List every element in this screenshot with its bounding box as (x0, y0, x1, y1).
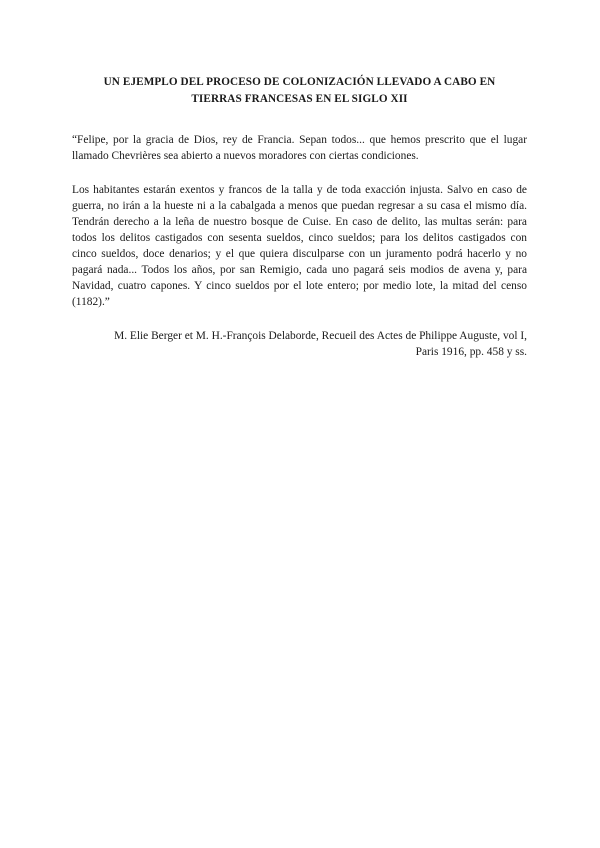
source-citation (72, 328, 527, 360)
source-line-2: Paris 1916, pp. 458 y ss. (415, 346, 527, 358)
title-line-1: UN EJEMPLO DEL PROCESO DE COLONIZACIÓN LLEVADO A CABO EN (103, 76, 496, 88)
paragraph-intro: “Felipe, por la gracia de Dios, rey de Francia. Sepan todos... que hemos prescrito que el lugar llamado Chevrières sea abierto a nuevos moradores con ciertas condiciones. (72, 134, 527, 162)
paragraph-body: Los habitantes estarán exentos y francos de la talla y de toda exacción injusta. Salvo en caso de guerra, no irán a la hueste ni a la cabalgada a menos que puedan regresar a su casa el mismo día. Tendrán derecho a la leña de nuestro bosque de Cuise. En caso de delito, las multas serán: para todos los delitos castigados con sesenta sueldos, cinco sueldos; para los delitos castigados con cinco sueldos, doce denarios; y el que quiera disculparse con un juramento podrá hacerlo y no pagará nada... Todos los años, por san Remigio, cada uno pagará seis modios de avena y, para Navidad, cuatro capones. Y cinco sueldos por el lote entero; por medio lote, la mitad del censo (1182).” (72, 184, 527, 308)
title-line-2: TIERRAS FRANCESAS EN EL SIGLO XII (191, 93, 408, 105)
document-title (72, 74, 527, 108)
source-line-1: M. Elie Berger et M. H.-François Delaborde, Recueil des Actes de Philippe Auguste, vol I, (114, 330, 527, 342)
document-page (72, 74, 527, 360)
